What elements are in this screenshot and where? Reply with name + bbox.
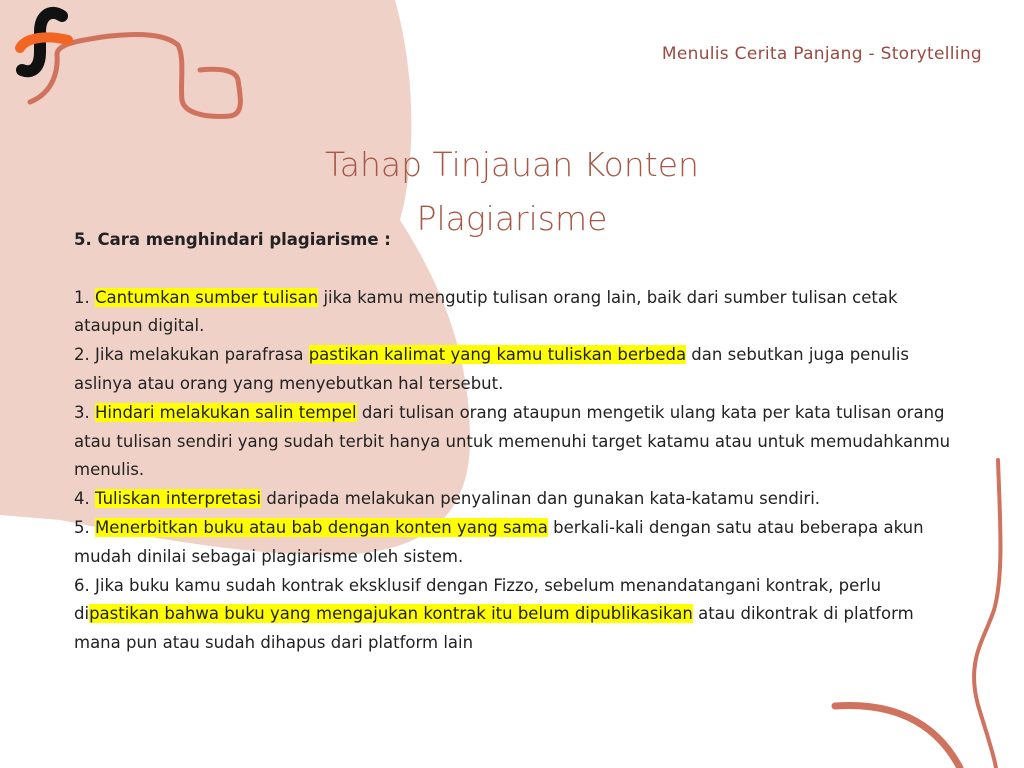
item-text: 5. (74, 517, 95, 537)
highlighted-text: Tuliskan interpretasi (95, 489, 262, 509)
content-body (74, 226, 964, 658)
list-item-4 (74, 485, 964, 514)
list-item-5 (74, 514, 964, 572)
fizzo-logo (10, 4, 76, 80)
highlighted-text: Cantumkan sumber tulisan (95, 287, 319, 307)
item-text: berkali-kali dengan satu atau beberapa akun mudah dinilai sebagai plagiarisme oleh sistem. (74, 517, 924, 566)
item-text: dan sebutkan juga penulis aslinya atau orang yang menyebutkan hal tersebut. (74, 345, 909, 393)
item-text: dari tulisan orang ataupun mengetik ulang kata per kata tulisan orang atau tulisan sendiri yang sudah terbit hanya untuk memenuhi target katamu atau untuk memudahkanmu menulis. (74, 402, 951, 480)
highlighted-text: pastikan kalimat yang kamu tuliskan berbeda (308, 345, 687, 365)
bottom-curve-line (835, 705, 960, 768)
item-text: 2. Jika melakukan parafrasa (74, 345, 309, 365)
section-heading: 5. Cara menghindari plagiarisme : (74, 230, 391, 249)
item-text: daripada melakukan penyalinan dan gunakan kata-katamu sendiri. (261, 489, 821, 509)
highlighted-text: Menerbitkan buku atau bab dengan konten yang sama (95, 517, 548, 537)
item-text: 4. (74, 489, 95, 509)
spacer (74, 255, 964, 284)
list-item-3 (74, 399, 964, 485)
item-text: 1. (74, 287, 95, 307)
highlighted-text: pastikan bahwa buku yang mengajukan kontrak itu belum dipublikasikan (89, 604, 693, 624)
list-item-1 (74, 284, 964, 342)
slide-title-line-1: Tahap Tinjauan Konten (325, 145, 699, 184)
item-text: 6. Jika buku kamu sudah kontrak eksklusif dengan Fizzo, sebelum menandatangani kontrak, perlu di (74, 575, 882, 624)
header-course-label: Menulis Cerita Panjang - Storytelling (661, 44, 982, 64)
item-text: atau dikontrak di platform mana pun atau sudah dihapus dari platform lain (74, 604, 914, 653)
item-text: jika kamu mengutip tulisan orang lain, baik dari sumber tulisan cetak ataupun digital. (74, 287, 898, 336)
list-item-2 (74, 341, 964, 399)
slide-title-line-2: Plagiarisme (416, 199, 608, 238)
highlighted-text: Hindari melakukan salin tempel (95, 402, 357, 422)
item-text: 3. (74, 402, 95, 422)
right-squiggle-line (974, 460, 1000, 768)
list-item-6 (74, 572, 964, 658)
